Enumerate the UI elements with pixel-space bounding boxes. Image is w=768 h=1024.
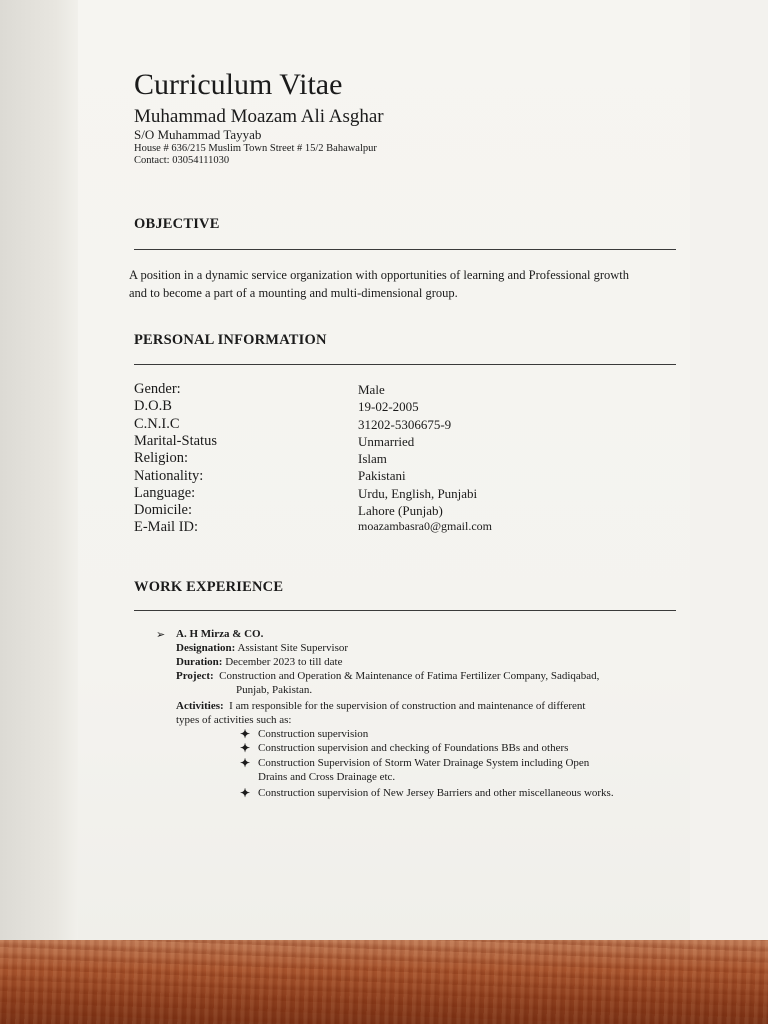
objective-line-2: and to become a part of a mounting and multi-dimensional group.	[129, 286, 458, 300]
activities-value-line-1: I am responsible for the supervision of construction and maintenance of different	[229, 700, 586, 712]
objective-heading: OBJECTIVE	[134, 216, 220, 232]
activity-item-continuation: Drains and Cross Drainage etc.	[258, 771, 396, 783]
info-value-gender: Male	[358, 382, 385, 397]
contact-number: Contact: 03054111030	[134, 155, 230, 166]
info-value-domicile: Lahore (Punjab)	[358, 503, 443, 518]
project-value-line-2: Punjab, Pakistan.	[236, 684, 313, 696]
project-label: Project:	[176, 670, 214, 682]
info-value-language: Urdu, English, Punjabi	[358, 486, 478, 501]
arrow-bullet-icon: ➢	[156, 629, 166, 641]
project-value-line-1: Construction and Operation & Maintenance of Fatima Fertilizer Company, Sadiqabad,	[219, 670, 600, 682]
info-value-religion: Islam	[358, 451, 387, 466]
info-value-marital-status: Unmarried	[358, 434, 415, 449]
objective-line-1: A position in a dynamic service organization with opportunities of learning and Professional growth	[129, 268, 630, 282]
star-bullet-icon: ✦	[240, 727, 251, 741]
star-bullet-icon: ✦	[240, 786, 251, 800]
duration-value: December 2023 to till date	[225, 656, 343, 668]
star-bullet-icon: ✦	[240, 741, 251, 755]
designation-label: Designation:	[176, 642, 236, 654]
duration-row	[176, 656, 343, 668]
page-left-shadow	[0, 0, 80, 1024]
info-label-cnic: C.N.I.C	[134, 416, 180, 432]
info-value-dob: 19-02-2005	[358, 399, 419, 414]
activity-item: Construction Supervision of Storm Water Drainage System including Open	[258, 757, 590, 769]
activities-label: Activities:	[176, 700, 224, 712]
designation-value: Assistant Site Supervisor	[237, 642, 349, 654]
info-label-dob: D.O.B	[134, 398, 172, 414]
info-label-gender: Gender:	[134, 381, 181, 397]
candidate-name: Muhammad Moazam Ali Asghar	[134, 106, 384, 127]
info-label-nationality: Nationality:	[134, 468, 204, 484]
duration-label: Duration:	[176, 656, 223, 668]
activity-item: Construction supervision and checking of Foundations BBs and others	[258, 742, 569, 754]
info-value-cnic: 31202-5306675-9	[358, 417, 452, 432]
info-label-language: Language:	[134, 485, 196, 501]
info-label-marital-status: Marital-Status	[134, 433, 217, 449]
personal-info-divider	[134, 364, 676, 365]
work-experience-divider	[134, 610, 676, 611]
info-value-nationality: Pakistani	[358, 468, 406, 483]
info-label-religion: Religion:	[134, 450, 188, 466]
page-right-margin	[690, 0, 768, 948]
objective-divider	[134, 249, 676, 250]
info-label-email: E-Mail ID:	[134, 519, 199, 535]
activity-item: Construction supervision	[258, 728, 369, 740]
father-name: S/O Muhammad Tayyab	[134, 127, 262, 142]
designation-row	[176, 642, 348, 654]
company-name: A. H Mirza & CO.	[176, 628, 264, 640]
document-title: Curriculum Vitae	[134, 68, 343, 101]
address: House # 636/215 Muslim Town Street # 15/2 Bahawalpur	[134, 143, 377, 154]
activities-value-line-2: types of activities such as:	[176, 714, 292, 726]
work-experience-heading: WORK EXPERIENCE	[134, 579, 284, 595]
wooden-table-surface	[0, 940, 768, 1024]
project-row	[176, 670, 599, 682]
personal-info-heading: PERSONAL INFORMATION	[134, 332, 327, 348]
activities-row	[176, 700, 585, 712]
activity-item: Construction supervision of New Jersey Barriers and other miscellaneous works.	[258, 787, 614, 799]
info-label-domicile: Domicile:	[134, 502, 192, 518]
info-value-email: moazambasra0@gmail.com	[358, 519, 493, 533]
star-bullet-icon: ✦	[240, 756, 251, 770]
